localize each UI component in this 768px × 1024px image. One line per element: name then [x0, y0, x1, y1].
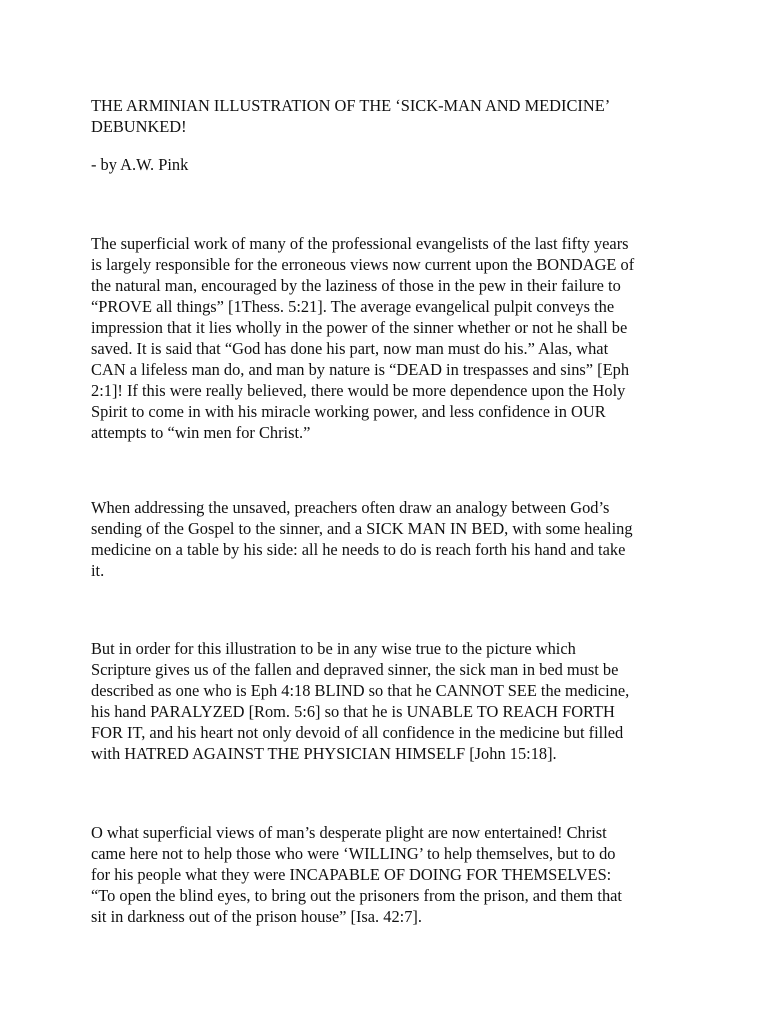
paragraph-4: O what superficial views of man’s desperate plight are now entertained! Christ came here not to help those who were ‘WILLING’ to help themselves, but to do for his people what they were INCAPABLE OF DOING FOR THEMSELVES: “To open the blind eyes, to bring out the prisoners from the prison, and them that sit in darkness out of the prison house” [Isa. 42:7].: [91, 823, 622, 926]
paragraph-1: The superficial work of many of the professional evangelists of the last fifty years is largely responsible for the erroneous views now current upon the BONDAGE of the natural man, encouraged by the laziness of those in the pew in their failure to “PROVE all things” [1Thess. 5:21]. The average evangelical pulpit conveys the impression that it lies wholly in the power of the sinner whether or not he shall be saved. It is said that “God has done his part, now man must do his.” Alas, what CAN a lifeless man do, and man by nature is “DEAD in trespasses and sins” [Eph 2:1]! If this were really believed, there would be more dependence upon the Holy Spirit to come in with his miracle working power, and less confidence in OUR attempts to “win men for Christ.”: [91, 234, 635, 442]
document-title: THE ARMINIAN ILLUSTRATION OF THE ‘SICK-MAN AND MEDICINE’ DEBUNKED!: [91, 96, 611, 136]
author-byline: - by A.W. Pink: [91, 155, 189, 174]
paragraph-3: But in order for this illustration to be in any wise true to the picture which Scripture gives us of the fallen and depraved sinner, the sick man in bed must be described as one who is Eph 4:18 BLIND so that he CANNOT SEE the medicine, his hand PARALYZED [Rom. 5:6] so that he is UNABLE TO REACH FORTH FOR IT, and his heart not only devoid of all confidence in the medicine but filled with HATRED AGAINST THE PHYSICIAN HIMSELF [John 15:18].: [91, 639, 630, 763]
paragraph-2: When addressing the unsaved, preachers often draw an analogy between God’s sending of the Gospel to the sinner, and a SICK MAN IN BED, with some healing medicine on a table by his side: all he needs to do is reach forth his hand and take it.: [91, 498, 633, 580]
